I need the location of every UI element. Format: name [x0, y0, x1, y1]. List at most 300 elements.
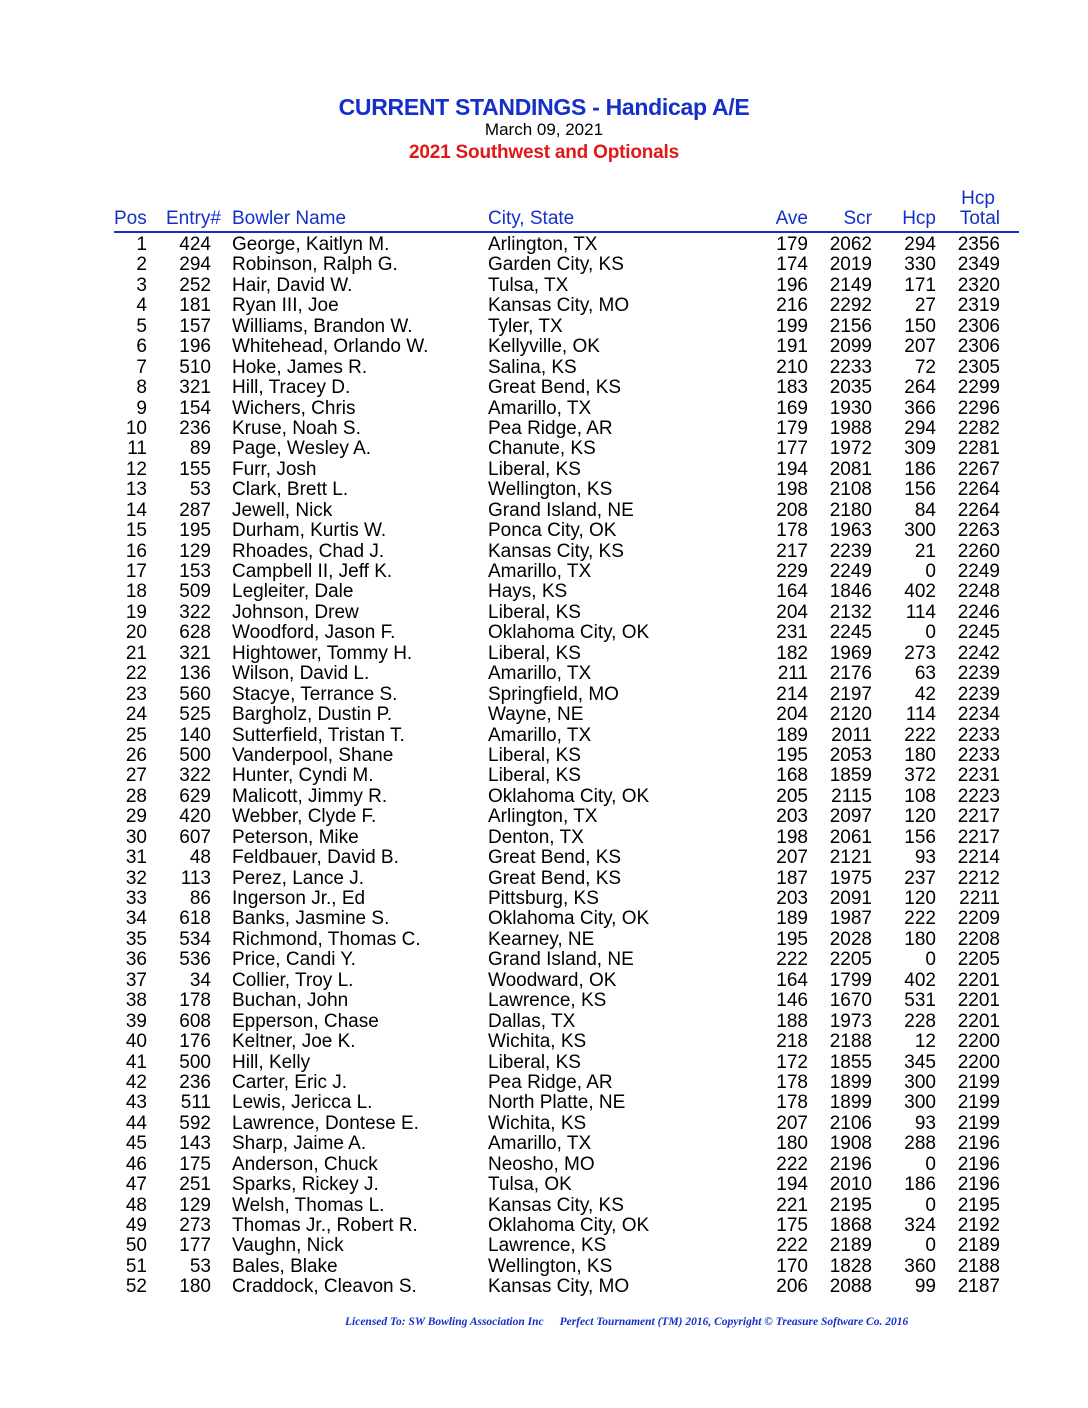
city-state-cell: Salina, KS: [488, 356, 577, 378]
handicap-cell: 0: [925, 1153, 936, 1175]
handicap-total-cell: 2249: [957, 561, 1000, 582]
bowler-name-cell: Keltner, Joe K.: [232, 1031, 356, 1053]
bowler-name-cell: Richmond, Thomas C.: [232, 928, 421, 950]
entry-number-cell: 154: [179, 397, 211, 419]
city-state-cell: Grand Island, NE: [488, 949, 634, 971]
entry-number-cell: 155: [179, 458, 211, 480]
handicap-cell: 114: [905, 704, 936, 726]
average-cell: 168: [776, 765, 808, 787]
position-cell: 24: [125, 704, 147, 726]
handicap-total-cell: 2196: [957, 1133, 1000, 1155]
handicap-total-cell: 2233: [957, 744, 1000, 766]
scratch-cell: 2176: [829, 663, 872, 685]
average-cell: 189: [776, 724, 808, 746]
entry-number-cell: 86: [189, 888, 211, 909]
scratch-cell: 2189: [829, 1235, 872, 1257]
entry-number-cell: 236: [179, 1071, 211, 1093]
scratch-cell: 2081: [829, 458, 872, 480]
entry-number-cell: 175: [179, 1153, 211, 1175]
scratch-cell: 1972: [829, 438, 872, 460]
bowler-name-cell: Buchan, John: [232, 990, 349, 1012]
average-cell: 175: [776, 1215, 808, 1236]
city-state-cell: Lawrence, KS: [488, 990, 607, 1012]
city-state-cell: Great Bend, KS: [488, 867, 622, 889]
table-row: [0, 1053, 1088, 1073]
handicap-total-cell: 2296: [957, 397, 1000, 419]
handicap-cell: 84: [914, 499, 936, 521]
handicap-total-cell: 2319: [957, 295, 1000, 317]
entry-number-cell: 287: [179, 499, 211, 521]
city-state-cell: Dallas, TX: [488, 1010, 576, 1032]
entry-number-cell: 129: [179, 540, 211, 562]
handicap-cell: 42: [914, 683, 936, 705]
scratch-cell: 2010: [829, 1174, 872, 1196]
position-cell: 16: [125, 540, 147, 562]
handicap-total-cell: 2282: [957, 417, 1000, 439]
average-cell: 182: [776, 642, 808, 664]
city-state-cell: Great Bend, KS: [488, 377, 622, 399]
city-state-cell: Amarillo, TX: [488, 397, 592, 419]
scratch-cell: 1855: [829, 1051, 872, 1073]
bowler-name-cell: Bargholz, Dustin P.: [232, 704, 393, 726]
city-state-cell: Lawrence, KS: [488, 1235, 607, 1257]
footer: [345, 1316, 1035, 1328]
bowler-name-cell: Lawrence, Dontese E.: [232, 1112, 419, 1134]
tournament-name: 2021 Southwest and Optionals: [409, 142, 679, 163]
handicap-cell: 156: [904, 479, 936, 501]
table-row: [0, 705, 1088, 725]
entry-number-cell: 236: [179, 417, 211, 439]
handicap-total-cell: 2201: [957, 1010, 1000, 1032]
entry-number-cell: 181: [179, 295, 211, 317]
scratch-cell: 1868: [829, 1215, 872, 1236]
scratch-cell: 2197: [829, 683, 872, 705]
table-row: [0, 317, 1088, 337]
position-cell: 10: [125, 417, 147, 439]
average-cell: 207: [776, 847, 808, 869]
entry-number-cell: 322: [179, 765, 211, 787]
average-cell: 206: [776, 1276, 808, 1298]
table-row: [0, 419, 1088, 439]
average-cell: 222: [776, 949, 808, 971]
bowler-name-cell: Peterson, Mike: [232, 826, 359, 848]
handicap-cell: 300: [904, 1092, 936, 1114]
average-cell: 203: [776, 806, 808, 828]
city-state-cell: Kansas City, MO: [488, 1276, 630, 1298]
handicap-cell: 120: [904, 806, 936, 828]
average-cell: 211: [777, 663, 808, 685]
scratch-cell: 2091: [829, 888, 872, 909]
bowler-name-cell: Clark, Brett L.: [232, 479, 349, 501]
average-cell: 194: [776, 1174, 808, 1196]
handicap-cell: 294: [904, 234, 936, 255]
scratch-cell: 2156: [829, 315, 872, 337]
handicap-total-cell: 2320: [957, 274, 1000, 296]
entry-number-cell: 424: [179, 234, 211, 255]
average-cell: 194: [776, 458, 808, 480]
entry-number-cell: 592: [179, 1112, 211, 1134]
bowler-name-cell: Durham, Kurtis W.: [232, 520, 387, 542]
handicap-cell: 0: [925, 622, 936, 644]
entry-number-cell: 143: [179, 1133, 211, 1155]
entry-number-cell: 420: [179, 806, 211, 828]
position-cell: 15: [125, 520, 147, 542]
page-title: CURRENT STANDINGS - Handicap A/E: [338, 94, 750, 120]
bowler-name-cell: George, Kaitlyn M.: [232, 234, 390, 255]
scratch-cell: 1859: [829, 765, 872, 787]
bowler-name-cell: Ryan III, Joe: [232, 295, 339, 317]
handicap-cell: 222: [904, 724, 936, 746]
handicap-total-cell: 2264: [957, 479, 1000, 501]
handicap-total-cell: 2208: [957, 928, 1000, 950]
scratch-cell: 2149: [829, 274, 872, 296]
average-cell: 146: [776, 990, 808, 1012]
scratch-cell: 1987: [829, 908, 872, 930]
column-header-hcp: Hcp: [902, 208, 936, 229]
handicap-cell: 93: [914, 1112, 936, 1134]
city-state-cell: Liberal, KS: [488, 642, 581, 664]
average-cell: 164: [776, 969, 808, 991]
handicap-cell: 264: [904, 377, 936, 399]
scratch-cell: 2249: [829, 561, 872, 582]
city-state-cell: Kellyville, OK: [488, 336, 600, 358]
entry-number-cell: 509: [179, 581, 211, 603]
scratch-cell: 2061: [829, 826, 872, 848]
scratch-cell: 2121: [829, 847, 872, 869]
position-cell: 29: [125, 806, 147, 828]
handicap-cell: 237: [904, 867, 936, 889]
city-state-cell: Woodward, OK: [488, 969, 617, 991]
table-row: [0, 950, 1088, 970]
handicap-cell: 300: [904, 520, 936, 542]
average-cell: 222: [776, 1235, 808, 1257]
average-cell: 187: [776, 867, 808, 889]
position-cell: 9: [136, 397, 147, 419]
average-cell: 217: [776, 540, 808, 562]
table-row: [0, 828, 1088, 848]
handicap-total-cell: 2263: [957, 520, 1000, 542]
city-state-cell: Springfield, MO: [488, 683, 619, 705]
column-header-ave: Ave: [775, 208, 808, 229]
bowler-name-cell: Hightower, Tommy H.: [232, 642, 413, 664]
position-cell: 23: [125, 683, 147, 705]
table-row: [0, 255, 1088, 275]
table-row: [0, 1073, 1088, 1093]
table-row: [0, 1155, 1088, 1175]
city-state-cell: Wayne, NE: [488, 704, 584, 726]
position-cell: 41: [125, 1051, 147, 1073]
handicap-total-cell: 2189: [957, 1235, 1000, 1257]
handicap-cell: 21: [914, 540, 936, 562]
city-state-cell: Oklahoma City, OK: [488, 908, 650, 930]
entry-number-cell: 196: [179, 336, 211, 358]
city-state-cell: Wellington, KS: [488, 1255, 613, 1277]
city-state-cell: Wichita, KS: [488, 1112, 587, 1134]
average-cell: 180: [776, 1133, 808, 1155]
handicap-total-cell: 2212: [957, 867, 1000, 889]
table-row: [0, 1236, 1088, 1256]
bowler-name-cell: Craddock, Cleavon S.: [232, 1276, 417, 1298]
entry-number-cell: 628: [179, 622, 211, 644]
city-state-cell: Pea Ridge, AR: [488, 417, 613, 439]
position-cell: 36: [125, 949, 147, 971]
position-cell: 44: [125, 1112, 147, 1134]
scratch-cell: 1969: [829, 642, 872, 664]
average-cell: 179: [776, 417, 808, 439]
city-state-cell: Wellington, KS: [488, 479, 613, 501]
handicap-cell: 366: [904, 397, 936, 419]
table-row: [0, 746, 1088, 766]
handicap-total-cell: 2211: [959, 888, 1000, 909]
license-text: Licensed To: SW Bowling Association Inc: [345, 1316, 544, 1328]
scratch-cell: 1908: [829, 1133, 872, 1155]
scratch-cell: 2233: [829, 356, 872, 378]
bowler-name-cell: Webber, Clyde F.: [232, 806, 377, 828]
handicap-total-cell: 2306: [957, 315, 1000, 337]
city-state-cell: Liberal, KS: [488, 1051, 581, 1073]
table-row: [0, 909, 1088, 929]
position-cell: 4: [136, 295, 147, 317]
handicap-cell: 63: [914, 663, 936, 685]
scratch-cell: 2019: [829, 254, 872, 276]
position-cell: 49: [125, 1215, 147, 1236]
bowler-name-cell: Campbell II, Jeff K.: [232, 561, 393, 582]
table-row: [0, 399, 1088, 419]
entry-number-cell: 140: [179, 724, 211, 746]
average-cell: 221: [776, 1194, 808, 1216]
handicap-cell: 402: [904, 581, 936, 603]
position-cell: 48: [125, 1194, 147, 1216]
scratch-cell: 2292: [829, 295, 872, 317]
handicap-total-cell: 2200: [957, 1051, 1000, 1073]
bowler-name-cell: Feldbauer, David B.: [232, 847, 399, 869]
city-state-cell: Amarillo, TX: [488, 724, 592, 746]
handicap-cell: 360: [904, 1255, 936, 1277]
column-header-total: Total: [959, 208, 1000, 229]
handicap-cell: 294: [904, 417, 936, 439]
position-cell: 19: [125, 601, 147, 623]
scratch-cell: 2115: [831, 785, 872, 807]
average-cell: 204: [776, 704, 808, 726]
handicap-cell: 171: [904, 274, 936, 296]
city-state-cell: Arlington, TX: [488, 806, 598, 828]
scratch-cell: 1828: [829, 1255, 872, 1277]
table-row: [0, 807, 1088, 827]
table-row: [0, 889, 1088, 909]
entry-number-cell: 321: [179, 377, 211, 399]
scratch-cell: 2028: [829, 928, 872, 950]
handicap-cell: 273: [904, 642, 936, 664]
average-cell: 196: [776, 274, 808, 296]
handicap-total-cell: 2245: [957, 622, 1000, 644]
position-cell: 30: [125, 826, 147, 848]
position-cell: 8: [136, 377, 147, 399]
table-row: [0, 378, 1088, 398]
bowler-name-cell: Epperson, Chase: [232, 1010, 379, 1032]
handicap-total-cell: 2217: [957, 806, 1000, 828]
handicap-cell: 222: [904, 908, 936, 930]
entry-number-cell: 608: [179, 1010, 211, 1032]
handicap-total-cell: 2187: [957, 1276, 1000, 1298]
bowler-name-cell: Hair, David W.: [232, 274, 353, 296]
bowler-name-cell: Sparks, Rickey J.: [232, 1174, 379, 1196]
handicap-total-cell: 2217: [957, 826, 1000, 848]
position-cell: 38: [125, 990, 147, 1012]
bowler-name-cell: Kruse, Noah S.: [232, 417, 361, 439]
table-row: [0, 1032, 1088, 1052]
bowler-name-cell: Thomas Jr., Robert R.: [232, 1215, 418, 1236]
entry-number-cell: 180: [179, 1276, 211, 1298]
bowler-name-cell: Hunter, Cyndi M.: [232, 765, 374, 787]
position-cell: 33: [125, 888, 147, 909]
entry-number-cell: 607: [179, 826, 211, 848]
bowler-name-cell: Ingerson Jr., Ed: [232, 888, 366, 909]
handicap-cell: 99: [914, 1276, 936, 1298]
bowler-name-cell: Anderson, Chuck: [232, 1153, 378, 1175]
handicap-total-cell: 2239: [957, 663, 1000, 685]
average-cell: 216: [776, 295, 808, 317]
average-cell: 195: [776, 744, 808, 766]
position-cell: 20: [125, 622, 147, 644]
handicap-total-cell: 2201: [957, 990, 1000, 1012]
city-state-cell: Denton, TX: [488, 826, 584, 848]
position-cell: 2: [136, 254, 147, 276]
handicap-total-cell: 2248: [957, 581, 1000, 603]
position-cell: 5: [136, 315, 147, 337]
bowler-name-cell: Carter, Eric J.: [232, 1071, 348, 1093]
city-state-cell: Kansas City, MO: [488, 295, 630, 317]
entry-number-cell: 129: [179, 1194, 211, 1216]
bowler-name-cell: Page, Wesley A.: [232, 438, 372, 460]
handicap-total-cell: 2242: [957, 642, 1000, 664]
column-header-name: Bowler Name: [232, 208, 347, 229]
average-cell: 229: [776, 561, 808, 582]
city-state-cell: Liberal, KS: [488, 601, 581, 623]
table-row: [0, 358, 1088, 378]
table-row: [0, 480, 1088, 500]
scratch-cell: 2108: [829, 479, 872, 501]
handicap-cell: 531: [904, 990, 936, 1012]
handicap-cell: 372: [904, 765, 936, 787]
handicap-cell: 114: [905, 601, 936, 623]
scratch-cell: 2120: [829, 704, 872, 726]
position-cell: 31: [125, 847, 147, 869]
table-row: [0, 787, 1088, 807]
average-cell: 178: [776, 520, 808, 542]
city-state-cell: Kansas City, KS: [488, 540, 624, 562]
average-cell: 198: [776, 479, 808, 501]
average-cell: 172: [776, 1051, 808, 1073]
entry-number-cell: 252: [179, 274, 211, 296]
average-cell: 178: [776, 1071, 808, 1093]
bowler-name-cell: Furr, Josh: [232, 458, 317, 480]
scratch-cell: 2180: [829, 499, 872, 521]
city-state-cell: Tulsa, TX: [488, 274, 569, 296]
handicap-cell: 0: [925, 561, 936, 582]
handicap-total-cell: 2214: [957, 847, 1000, 869]
city-state-cell: Oklahoma City, OK: [488, 1215, 650, 1236]
average-cell: 169: [776, 397, 808, 419]
position-cell: 12: [125, 458, 147, 480]
bowler-name-cell: Williams, Brandon W.: [232, 315, 413, 337]
handicap-cell: 108: [904, 785, 936, 807]
scratch-cell: 1846: [829, 581, 872, 603]
average-cell: 177: [776, 438, 808, 460]
table-row: [0, 766, 1088, 786]
scratch-cell: 1975: [829, 867, 872, 889]
city-state-cell: Chanute, KS: [488, 438, 596, 460]
handicap-total-cell: 2260: [957, 540, 1000, 562]
position-cell: 52: [125, 1276, 147, 1298]
scratch-cell: 1988: [829, 417, 872, 439]
average-cell: 208: [776, 499, 808, 521]
handicap-cell: 12: [914, 1031, 936, 1053]
entry-number-cell: 500: [179, 1051, 211, 1073]
column-header-entry: Entry#: [166, 208, 221, 229]
entry-number-cell: 560: [179, 683, 211, 705]
handicap-total-cell: 2205: [957, 949, 1000, 971]
handicap-total-cell: 2356: [957, 234, 1000, 255]
table-row: [0, 623, 1088, 643]
entry-number-cell: 48: [189, 847, 211, 869]
handicap-cell: 180: [904, 744, 936, 766]
table-row: [0, 439, 1088, 459]
handicap-total-cell: 2234: [957, 704, 1000, 726]
entry-number-cell: 153: [179, 561, 211, 582]
entry-number-cell: 618: [179, 908, 211, 930]
city-state-cell: Amarillo, TX: [488, 561, 592, 582]
handicap-total-cell: 2281: [957, 438, 1000, 460]
table-row: [0, 971, 1088, 991]
scratch-cell: 1930: [829, 397, 872, 419]
table-row: [0, 1277, 1088, 1297]
entry-number-cell: 177: [179, 1235, 211, 1257]
bowler-name-cell: Whitehead, Orlando W.: [232, 336, 429, 358]
table-row: [0, 460, 1088, 480]
handicap-total-cell: 2231: [957, 765, 1000, 787]
position-cell: 6: [136, 336, 147, 358]
handicap-cell: 72: [914, 356, 936, 378]
city-state-cell: Hays, KS: [488, 581, 568, 603]
handicap-total-cell: 2305: [957, 356, 1000, 378]
handicap-total-cell: 2199: [957, 1092, 1000, 1114]
average-cell: 179: [776, 234, 808, 255]
average-cell: 218: [776, 1031, 808, 1053]
city-state-cell: Liberal, KS: [488, 744, 581, 766]
handicap-total-cell: 2223: [957, 785, 1000, 807]
position-cell: 42: [125, 1071, 147, 1093]
table-row: [0, 582, 1088, 602]
bowler-name-cell: Bales, Blake: [232, 1255, 338, 1277]
bowler-name-cell: Wilson, David L.: [232, 663, 370, 685]
scratch-cell: 1799: [829, 969, 872, 991]
position-cell: 34: [125, 908, 147, 930]
city-state-cell: Tyler, TX: [488, 315, 563, 337]
bowler-name-cell: Malicott, Jimmy R.: [232, 785, 388, 807]
scratch-cell: 1670: [829, 990, 872, 1012]
position-cell: 45: [125, 1133, 147, 1155]
average-cell: 195: [776, 928, 808, 950]
scratch-cell: 2097: [829, 806, 872, 828]
bowler-name-cell: Johnson, Drew: [232, 601, 359, 623]
header-rule: [114, 231, 1019, 233]
handicap-cell: 0: [925, 949, 936, 971]
average-cell: 207: [776, 1112, 808, 1134]
handicap-cell: 180: [904, 928, 936, 950]
scratch-cell: 2106: [829, 1112, 872, 1134]
position-cell: 13: [125, 479, 147, 501]
scratch-cell: 1899: [829, 1092, 872, 1114]
